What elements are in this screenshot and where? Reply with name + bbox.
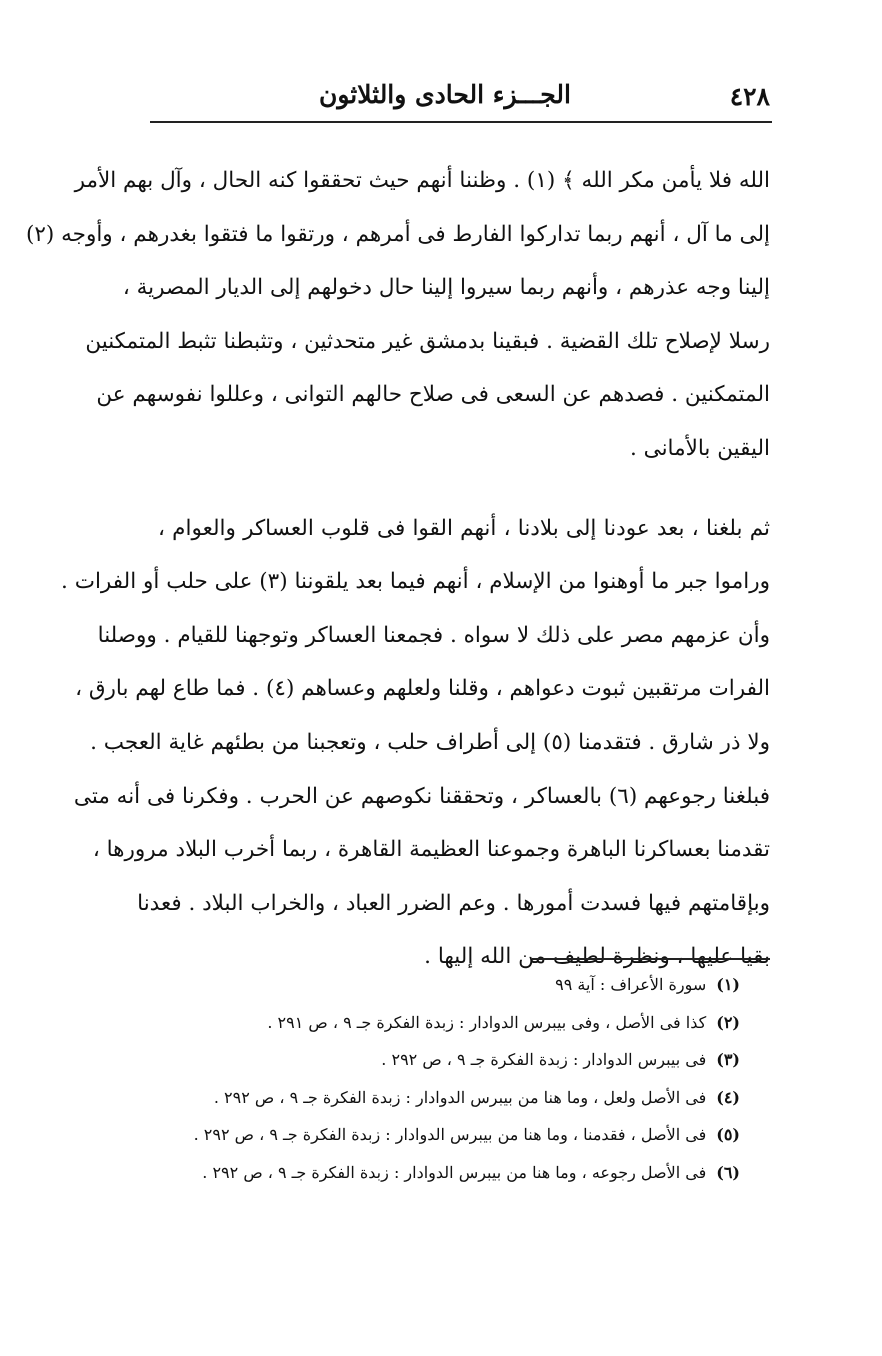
footnotes	[180, 966, 740, 1192]
footnote-text: فى الأصل رجوعه ، وما هنا من بيبرس الدوادار : زبدة الفكرة جـ ٩ ، ص ٢٩٢ .	[202, 1162, 707, 1182]
page-number: ٤٢٨	[729, 82, 770, 111]
footnote-2	[180, 1004, 740, 1042]
text-line: اليقين بالأمانى .	[629, 435, 770, 461]
footnote-number: (٤)	[716, 1087, 740, 1107]
paragraph-gap	[158, 476, 770, 502]
text-line: رسلا لإصلاح تلك القضية . فبقينا بدمشق غير متحدثين ، وتثبطنا تثبط المتمكنين	[85, 328, 770, 354]
footnote-rule	[532, 958, 770, 960]
footnote-text: فى الأصل ولعل ، وما هنا من بيبرس الدوادار : زبدة الفكرة جـ ٩ ، ص ٢٩٢ .	[213, 1087, 707, 1107]
text-line: المتمكنين . فصدهم عن السعى فى صلاح حالهم التوانى ، وعللوا نفوسهم عن	[96, 382, 770, 408]
footnote-number: (١)	[716, 975, 740, 994]
footnote-number: (٦)	[716, 1162, 740, 1182]
footnote-number: (٣)	[716, 1050, 740, 1070]
text-line: بقيا عليها ، ونظرة لطيف من الله إليها .	[424, 944, 770, 970]
footnote-5	[180, 1116, 740, 1154]
text-line: الفرات مرتقبين ثبوت دعواهم ، وقلنا ولعلهم وعساهم (٤) . فما طاع لهم بارق ،	[75, 676, 770, 702]
footnote-6	[180, 1154, 740, 1192]
text-line: الله فلا يأمن مكر الله ﴾ (١) . وظننا أنهم حيث تحققوا كنه الحال ، وآل بهم الأمر	[74, 168, 770, 193]
paragraph-1	[25, 154, 770, 476]
footnote-text: سورة الأعراف : آية ٩٩	[555, 975, 707, 994]
text-line: ولا ذر شارق . فتقدمنا (٥) إلى أطراف حلب ، وتعجبنا من بطئهم غاية العجب .	[90, 729, 770, 755]
text-line: وراموا جبر ما أوهنوا من الإسلام ، أنهم فيما بعد يلقوننا (٣) على حلب أو الفرات .	[61, 569, 770, 595]
text-line: وأن عزمهم مصر على ذلك لا سواه . فجمعنا العساكر وتوجهنا للقيام . ووصلنا	[97, 622, 770, 648]
footnote-1	[180, 966, 740, 1004]
body-text	[25, 154, 770, 984]
footnote-text: فى الأصل ، فقدمنا ، وما هنا من بيبرس الدوادار : زبدة الفكرة جـ ٩ ، ص ٢٩٢ .	[193, 1125, 707, 1145]
text-line: تقدمنا بعساكرنا الباهرة وجموعنا العظيمة القاهرة ، ربما أخرب البلاد مرورها ،	[92, 837, 770, 863]
header-rule	[150, 121, 772, 123]
footnote-text: كذا فى الأصل ، وفى بيبرس الدوادار : زبدة الفكرة جـ ٩ ، ص ٢٩١ .	[267, 1012, 707, 1032]
paragraph-2	[61, 502, 770, 984]
footnote-number: (٥)	[716, 1125, 740, 1145]
footnote-3	[180, 1041, 740, 1079]
running-title: الجـــزء الحادى والثلاثون	[319, 80, 571, 109]
footnote-number: (٢)	[716, 1012, 740, 1032]
text-line: إلينا وجه عذرهم ، وأنهم ربما سيروا إلينا حال دخولهم إلى الديار المصرية ،	[122, 275, 770, 301]
text-line: فبلغنا رجوعهم (٦) بالعساكر ، وتحققنا نكوصهم عن الحرب . وفكرنا فى أنه متى	[73, 783, 770, 809]
footnote-4	[180, 1079, 740, 1117]
footnote-text: فى بيبرس الدوادار : زبدة الفكرة جـ ٩ ، ص ٢٩٢ .	[381, 1050, 707, 1070]
text-line: ثم بلغنا ، بعد عودنا إلى بلادنا ، أنهم القوا فى قلوب العساكر والعوام ،	[158, 515, 770, 541]
text-line: إلى ما آل ، أنهم ربما تداركوا الفارط فى أمرهم ، ورتقوا ما فتقوا بغدرهم ، وأوجه (٢)	[25, 221, 770, 247]
page-header	[150, 78, 770, 122]
text-line: وبإقامتهم فيها فسدت أمورها . وعم الضرر العباد ، والخراب البلاد . فعدنا	[137, 890, 770, 916]
